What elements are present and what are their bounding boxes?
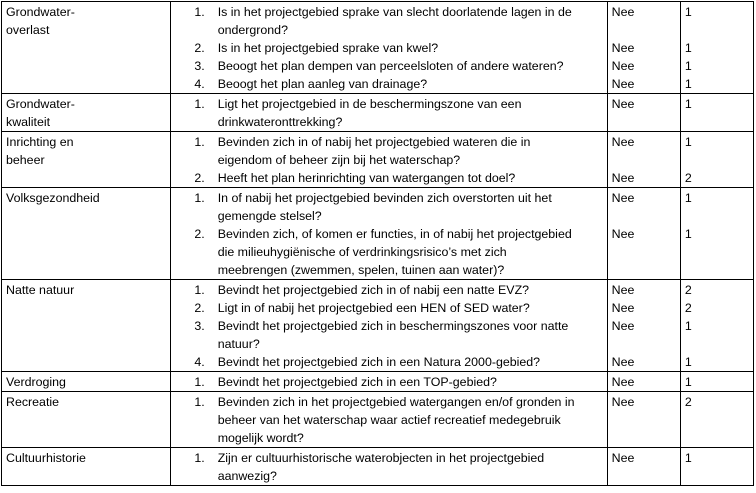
question-line: Bevindt het projectgebied zich in of nabij een natte EVZ?	[217, 283, 530, 297]
category-label: Verdroging	[6, 375, 66, 389]
question-item	[175, 189, 603, 225]
question-item	[175, 281, 603, 299]
question-item	[175, 57, 603, 75]
question-line: Bevindt het projectgebied zich in een TOP-gebied?	[217, 375, 497, 389]
question-text	[218, 449, 603, 485]
question-item	[175, 299, 603, 317]
questions-cell	[170, 2, 607, 94]
questions-cell	[170, 94, 607, 132]
question-item	[175, 449, 603, 485]
answer-value: Nee	[611, 355, 635, 369]
question-number: 3.	[194, 59, 205, 73]
score-cell	[680, 94, 753, 132]
question-text	[218, 189, 603, 225]
answer-value: Nee	[611, 319, 635, 333]
question-item	[175, 95, 603, 131]
questions-cell	[170, 188, 607, 280]
score-cell	[680, 392, 753, 448]
category-label: Inrichting en	[6, 135, 74, 149]
answer-value: Nee	[611, 191, 635, 205]
question-line: Zijn er cultuurhistorische waterobjecten in het projectgebied	[217, 451, 545, 465]
answer-value: Nee	[611, 59, 635, 73]
question-number: 2.	[194, 301, 205, 315]
category-label: kwaliteit	[6, 115, 51, 129]
question-number: 2.	[194, 227, 205, 241]
questions-cell	[170, 448, 607, 486]
questions-cell	[170, 132, 607, 188]
category-cell	[2, 2, 171, 94]
question-line: aanwezig?	[217, 469, 277, 483]
answer-value: Nee	[611, 171, 635, 185]
category-label: beheer	[6, 153, 45, 167]
answer-value: Nee	[611, 451, 635, 465]
question-line: natuur?	[217, 337, 260, 351]
table-body	[2, 2, 754, 486]
score-cell	[680, 448, 753, 486]
table-row	[2, 280, 754, 372]
score-value: 1	[684, 227, 692, 241]
table-row	[2, 448, 754, 486]
category-label: Grondwater-	[6, 5, 75, 19]
category-label: Recreatie	[6, 395, 60, 409]
table-row	[2, 132, 754, 188]
score-cell	[680, 2, 753, 94]
question-line: Ligt in of nabij het projectgebied een HEN of SED water?	[217, 301, 530, 315]
table-row	[2, 188, 754, 280]
question-text	[218, 39, 603, 57]
water-test-table	[1, 1, 754, 486]
question-text	[218, 169, 603, 187]
question-number: 3.	[194, 319, 205, 333]
score-value: 1	[684, 97, 692, 111]
question-line: Bevinden zich in het projectgebied watergangen en/of gronden in	[217, 395, 575, 409]
score-value: 1	[684, 375, 692, 389]
question-text	[218, 57, 603, 75]
question-number: 1.	[194, 191, 205, 205]
question-line: Beoogt het plan aanleg van drainage?	[217, 77, 428, 91]
answer-value: Nee	[611, 395, 635, 409]
question-line: meebrengen (zwemmen, spelen, tuinen aan water)?	[217, 263, 505, 277]
category-cell	[2, 448, 171, 486]
question-line: Beoogt het plan dempen van perceelsloten of andere wateren?	[217, 59, 564, 73]
question-text	[218, 225, 603, 279]
question-number: 1.	[194, 375, 205, 389]
question-line: die milieuhygiënische of verdrinkingsrisico’s met zich	[217, 245, 507, 259]
answer-value: Nee	[611, 375, 635, 389]
question-item	[175, 39, 603, 57]
answer-cell	[607, 2, 680, 94]
score-cell	[680, 372, 753, 392]
answer-value: Nee	[611, 97, 635, 111]
question-line: Bevinden zich, of komen er functies, in of nabij het projectgebied	[217, 227, 572, 241]
question-number: 2.	[194, 171, 205, 185]
answer-value: Nee	[611, 5, 635, 19]
question-line: Bevindt het projectgebied zich in een Natura 2000-gebied?	[217, 355, 541, 369]
questions-cell	[170, 280, 607, 372]
score-value: 1	[684, 41, 692, 55]
question-item	[175, 353, 603, 371]
question-text	[218, 393, 603, 447]
category-label: Grondwater-	[6, 97, 75, 111]
question-line: eigendom of beheer zijn bij het waterschap?	[217, 153, 461, 167]
category-label: Volksgezondheid	[6, 191, 100, 205]
score-cell	[680, 132, 753, 188]
category-cell	[2, 280, 171, 372]
category-label: Natte natuur	[6, 283, 75, 297]
table-row	[2, 94, 754, 132]
question-line: Bevinden zich in of nabij het projectgebied wateren die in	[217, 135, 531, 149]
question-text	[218, 373, 603, 391]
question-item	[175, 3, 603, 39]
question-line: Ligt het projectgebied in de beschermingszone van een	[217, 97, 522, 111]
answer-cell	[607, 392, 680, 448]
score-cell	[680, 280, 753, 372]
table-row	[2, 2, 754, 94]
category-label: overlast	[6, 23, 50, 37]
score-value: 2	[684, 283, 692, 297]
question-item	[175, 317, 603, 353]
score-value: 1	[684, 451, 692, 465]
score-value: 1	[684, 59, 692, 73]
question-number: 1.	[194, 451, 205, 465]
questions-cell	[170, 392, 607, 448]
answer-cell	[607, 94, 680, 132]
answer-cell	[607, 448, 680, 486]
category-cell	[2, 392, 171, 448]
question-number: 1.	[194, 395, 205, 409]
question-item	[175, 373, 603, 391]
answer-cell	[607, 188, 680, 280]
answer-value: Nee	[611, 283, 635, 297]
question-line: Is in het projectgebied sprake van kwel?	[217, 41, 439, 55]
table-row	[2, 372, 754, 392]
question-line: In of nabij het projectgebied bevinden zich overstorten uit het	[217, 191, 552, 205]
answer-value: Nee	[611, 77, 635, 91]
question-text	[218, 133, 603, 169]
answer-value: Nee	[611, 301, 635, 315]
category-cell	[2, 188, 171, 280]
question-line: beheer van het waterschap waar actief recreatief medegebruik	[217, 413, 561, 427]
question-line: ondergrond?	[217, 23, 288, 37]
category-cell	[2, 132, 171, 188]
question-text	[218, 353, 603, 371]
question-number: 4.	[194, 77, 205, 91]
question-number: 2.	[194, 41, 205, 55]
question-text	[218, 75, 603, 93]
question-text	[218, 95, 603, 131]
question-item	[175, 393, 603, 447]
answer-cell	[607, 372, 680, 392]
score-value: 1	[684, 319, 692, 333]
question-item	[175, 75, 603, 93]
question-line: gemengde stelsel?	[217, 209, 322, 223]
score-value: 1	[684, 135, 692, 149]
score-value: 2	[684, 301, 692, 315]
answer-cell	[607, 132, 680, 188]
question-item	[175, 225, 603, 279]
question-line: Is in het projectgebied sprake van slecht doorlatende lagen in de	[217, 5, 572, 19]
question-text	[218, 3, 603, 39]
score-value: 1	[684, 5, 692, 19]
score-value: 2	[684, 171, 692, 185]
question-line: Bevindt het projectgebied zich in beschermingszones voor natte	[217, 319, 569, 333]
score-value: 2	[684, 395, 692, 409]
question-number: 1.	[194, 135, 205, 149]
question-line: drinkwateronttrekking?	[217, 115, 343, 129]
category-label: Cultuurhistorie	[6, 451, 86, 465]
score-cell	[680, 188, 753, 280]
question-number: 1.	[194, 283, 205, 297]
question-line: mogelijk wordt?	[217, 431, 304, 445]
category-cell	[2, 94, 171, 132]
question-text	[218, 299, 603, 317]
answer-value: Nee	[611, 227, 635, 241]
table-row	[2, 392, 754, 448]
score-value: 1	[684, 191, 692, 205]
score-value: 1	[684, 355, 692, 369]
answer-value: Nee	[611, 135, 635, 149]
questions-cell	[170, 372, 607, 392]
question-number: 1.	[194, 97, 205, 111]
question-line: Heeft het plan herinrichting van watergangen tot doel?	[217, 171, 516, 185]
question-number: 4.	[194, 355, 205, 369]
question-number: 1.	[194, 5, 205, 19]
question-item	[175, 169, 603, 187]
score-value: 1	[684, 77, 692, 91]
answer-cell	[607, 280, 680, 372]
question-text	[218, 317, 603, 353]
question-text	[218, 281, 603, 299]
category-cell	[2, 372, 171, 392]
answer-value: Nee	[611, 41, 635, 55]
question-item	[175, 133, 603, 169]
